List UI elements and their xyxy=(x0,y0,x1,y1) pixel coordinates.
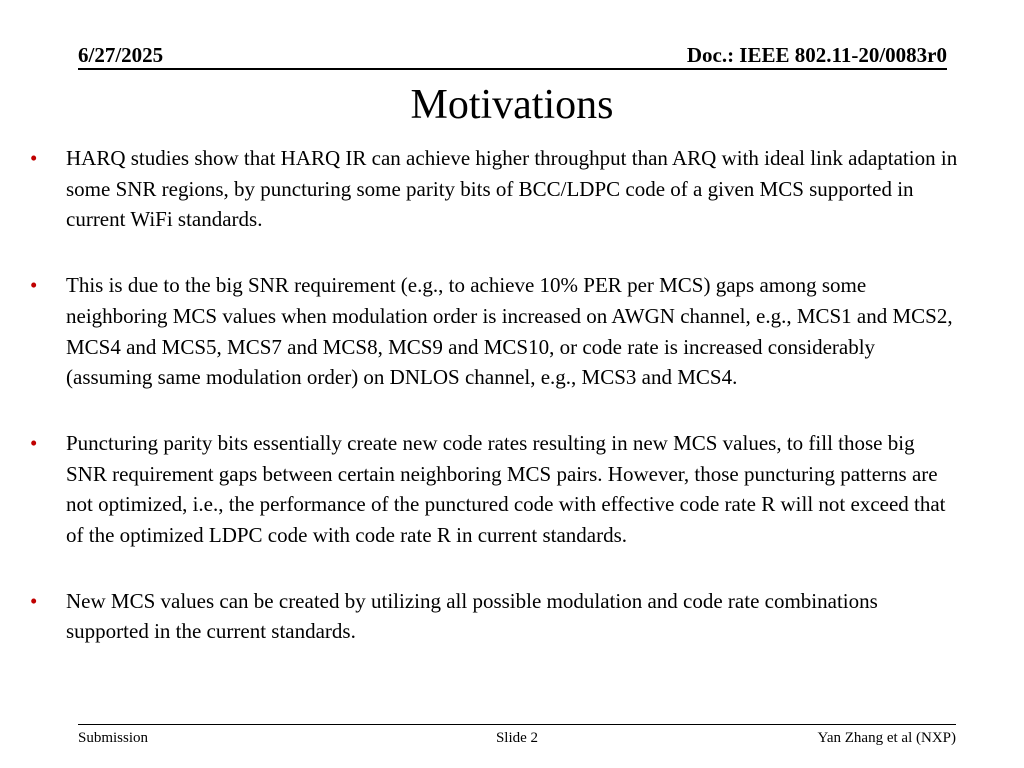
bullet-item xyxy=(30,586,960,647)
slide-title: Motivations xyxy=(410,82,614,128)
bullet-marker: • xyxy=(30,146,38,170)
header-doc-id: Doc.: IEEE 802.11-20/0083r0 xyxy=(686,43,947,67)
footer-author: Yan Zhang et al (NXP) xyxy=(817,730,956,746)
bullet-marker: • xyxy=(30,273,38,298)
bullet-marker: • xyxy=(30,588,38,613)
bullet-text: This is due to the big SNR requirement (e.g., to achieve 10% PER per MCS) gaps among some neighboring MCS values when modulation order is increased on AWGN channel, e.g., MCS1 and MCS2, MCS4 and MCS5, MCS7 and MCS8, MCS9 and MCS10, or code rate is increased considerably (assuming same modulation order) on DNLOS channel, e.g., MCS3 and MCS4. xyxy=(66,273,953,390)
header-divider xyxy=(78,68,947,70)
bullet-item xyxy=(30,143,960,235)
footer-divider xyxy=(78,724,956,725)
bullet-list xyxy=(30,143,960,682)
header-date: 6/27/2025 xyxy=(78,43,164,67)
bullet-text: New MCS values can be created by utilizing all possible modulation and code rate combinations supported in the current standards. xyxy=(66,588,878,644)
bullet-item xyxy=(30,428,960,551)
footer-submission: Submission xyxy=(78,730,149,746)
bullet-text: HARQ studies show that HARQ IR can achieve higher throughput than ARQ with ideal link adaptation in some SNR regions, by puncturing some parity bits of BCC/LDPC code of a given MCS supported in current WiFi standards. xyxy=(66,146,958,232)
bullet-marker: • xyxy=(30,430,38,455)
bullet-text: Puncturing parity bits essentially create new code rates resulting in new MCS values, to fill those big SNR requirement gaps between certain neighboring MCS pairs. However, those puncturing patterns are not optimized, i.e., the performance of the punctured code with effective code rate R will not exceed that of the optimized LDPC code with code rate R in current standards. xyxy=(66,430,946,548)
footer-slide-number: Slide 2 xyxy=(495,730,539,746)
bullet-item xyxy=(30,270,960,393)
